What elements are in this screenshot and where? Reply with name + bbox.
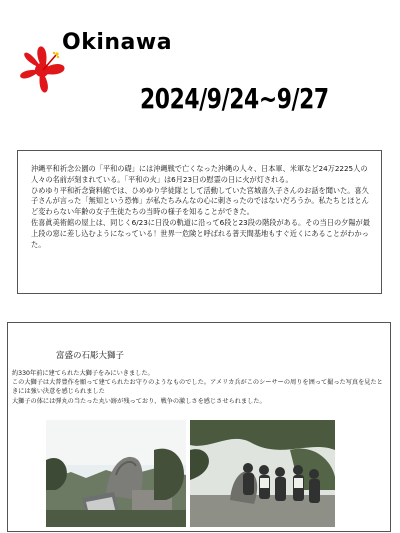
page-title: Okinawa bbox=[62, 30, 173, 55]
section-text bbox=[31, 164, 371, 250]
group-photo bbox=[190, 420, 335, 527]
paragraph: ひめゆり平和祈念資料館では、ひめゆり学徒隊として活動していた宮城喜久子さんのお話を聞いた。喜久子さんが言った「無知という恐怖」が私たちみんなの心に刺さったのではないだろうか。私たちとほとんど変わらない年齢の女子生徒たちの当時の様子を知ることができた。 bbox=[31, 185, 369, 217]
section-heading: 富盛の石彫大獅子 bbox=[56, 351, 125, 361]
section-text bbox=[12, 369, 388, 406]
peace-memorial-section bbox=[17, 150, 382, 294]
lion-statue-photo bbox=[46, 420, 186, 527]
text-line: この大獅子は大普豊作を願って建てられたお守りのようなものでした。アメリカ兵がこのシーサーの周りを囲って撮った写真を見たときには強い決意を感じられました bbox=[12, 379, 383, 396]
text-line: 約330年前に建てられた大獅子をみにいきました。 bbox=[12, 370, 154, 377]
trip-dates: 2024/9/24~9/27 bbox=[140, 82, 329, 115]
text-line: 大獅子の体には弾丸の当たった丸い跡が残っており、戦争の激しさを感じさせられました。 bbox=[12, 397, 266, 405]
paragraph: 沖縄平和祈念公園の「平和の礎」には沖縄戦で亡くなった沖縄の人々、日本軍、米軍など24万2225人の人々の名前が刻まれている。「平和の火」は6月23日の慰霊の日に火が灯される。 bbox=[31, 164, 368, 184]
paragraph: 佐喜眞美術館の屋上は、同じく6/23に日没の軌道に沿って6段と23段の階段がある。その当日の夕陽が最上段の窓に差し込むようになっている！世界一危険と呼ばれる普天間基地もすぐ近くにあることがわかった。 bbox=[31, 217, 370, 249]
